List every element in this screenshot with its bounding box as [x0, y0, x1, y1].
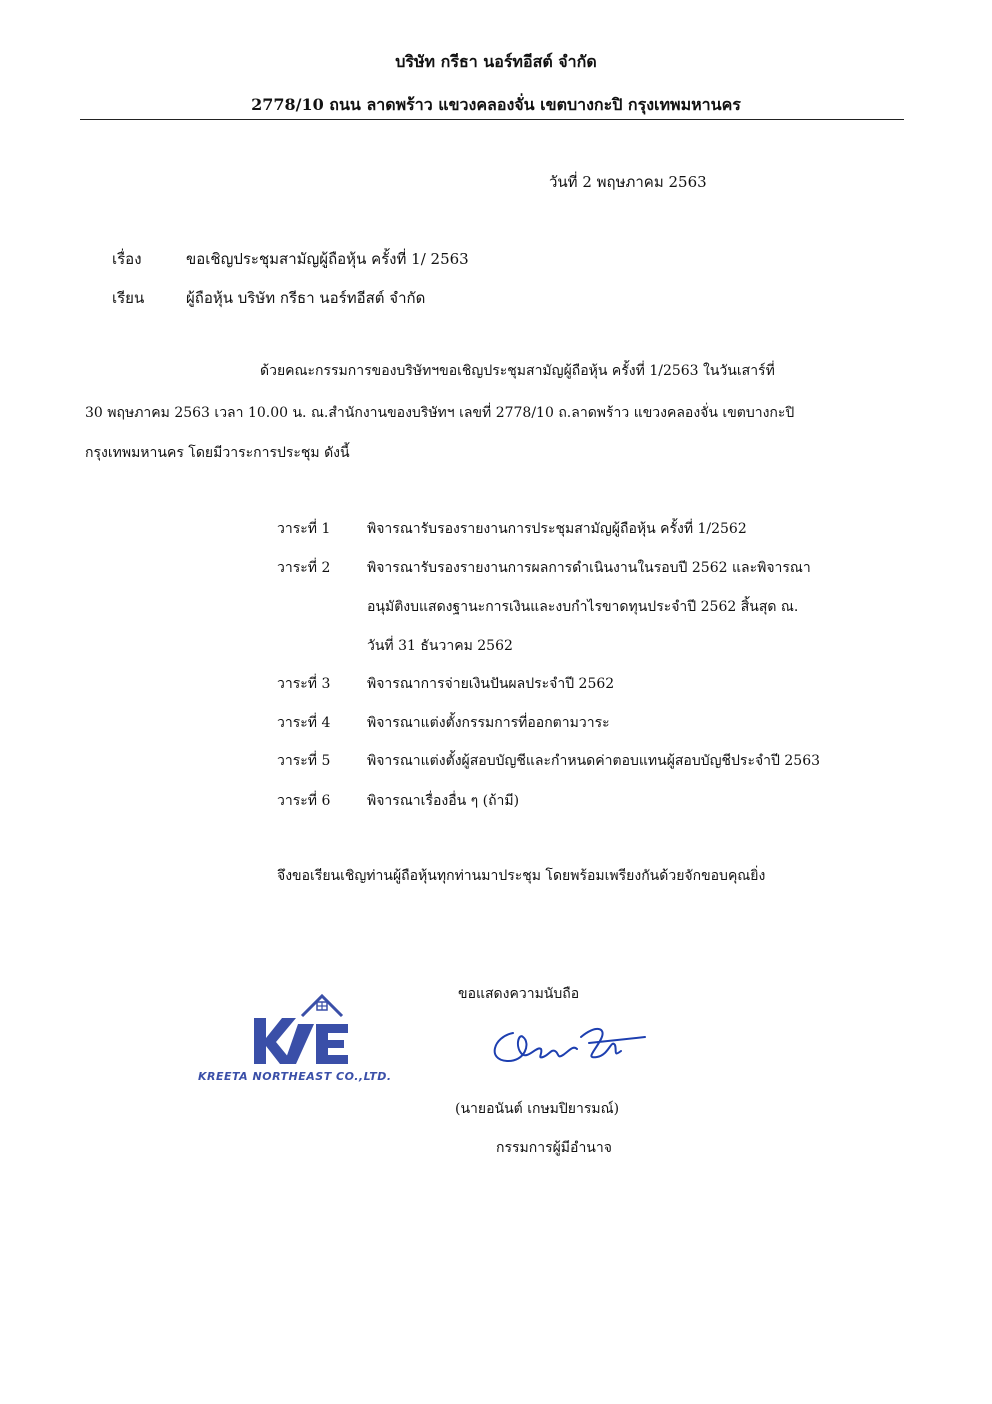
intro-line-1: ด้วยคณะกรรมการของบริษัทฯขอเชิญประชุมสามัญผู้ถือหุ้น ครั้งที่ 1/2563 ในวันเสาร์ที่: [260, 363, 775, 379]
signature: [485, 1015, 655, 1075]
agenda-2-text-line-3: วันที่ 31 ธันวาคม 2562: [367, 638, 513, 654]
subject-label: เรื่อง: [112, 250, 142, 268]
header-divider: [80, 119, 904, 120]
recipient-label: เรียน: [112, 289, 145, 307]
agenda-1-text: พิจารณารับรองรายงานการประชุมสามัญผู้ถือหุ้น ครั้งที่ 1/2562: [367, 521, 747, 537]
subject-text: ขอเชิญประชุมสามัญผู้ถือหุ้น ครั้งที่ 1/ 2563: [186, 250, 469, 268]
agenda-5-label: วาระที่ 5: [277, 753, 331, 769]
letter-date: วันที่ 2 พฤษภาคม 2563: [549, 173, 707, 191]
agenda-3-text: พิจารณาการจ่ายเงินปันผลประจำปี 2562: [367, 676, 615, 692]
agenda-5-text: พิจารณาแต่งตั้งผู้สอบบัญชีและกำหนดค่าตอบแทนผู้สอบบัญชีประจำปี 2563: [367, 753, 821, 769]
agenda-6-text: พิจารณาเรื่องอื่น ๆ (ถ้ามี): [367, 793, 520, 809]
agenda-2-label: วาระที่ 2: [277, 560, 331, 576]
signer-title: กรรมการผู้มีอำนาจ: [496, 1140, 612, 1156]
closing-sentence: จึงขอเรียนเชิญท่านผู้ถือหุ้นทุกท่านมาประชุม โดยพร้อมเพรียงกันด้วยจักขอบคุณยิ่ง: [277, 868, 766, 884]
agenda-2-text-line-2: อนุมัติงบแสดงฐานะการเงินและงบกำไรขาดทุนประจำปี 2562 สิ้นสุด ณ.: [367, 599, 799, 615]
signer-name: (นายอนันต์ เกษมปิยารมณ์): [455, 1101, 620, 1117]
agenda-4-label: วาระที่ 4: [277, 715, 331, 731]
company-address: 2778/10 ถนน ลาดพร้าว แขวงคลองจั่น เขตบางกะปิ กรุงเทพมหานคร: [251, 95, 741, 114]
recipient-text: ผู้ถือหุ้น บริษัท กรีธา นอร์ทอีสต์ จำกัด: [186, 289, 426, 307]
agenda-6-label: วาระที่ 6: [277, 793, 331, 809]
company-logo: [198, 990, 410, 1085]
agenda-1-label: วาระที่ 1: [277, 521, 331, 537]
company-name: บริษัท กรีธา นอร์ทอีสต์ จำกัด: [395, 52, 597, 71]
signoff-text: ขอแสดงความนับถือ: [458, 986, 580, 1002]
agenda-3-label: วาระที่ 3: [277, 676, 331, 692]
intro-line-3: กรุงเทพมหานคร โดยมีวาระการประชุม ดังนี้: [85, 445, 350, 461]
agenda-4-text: พิจารณาแต่งตั้งกรรมการที่ออกตามวาระ: [367, 715, 610, 731]
logo-caption: KREETA NORTHEAST CO.,LTD.: [198, 1070, 392, 1083]
handwritten-signature-graphic: [485, 1015, 655, 1075]
intro-line-2: 30 พฤษภาคม 2563 เวลา 10.00 น. ณ.สำนักงานของบริษัทฯ เลขที่ 2778/10 ถ.ลาดพร้าว แขวงคลองจั่น เขตบางกะปิ: [85, 405, 795, 421]
agenda-2-text-line-1: พิจารณารับรองรายงานการผลการดำเนินงานในรอบปี 2562 และพิจารณา: [367, 560, 811, 576]
